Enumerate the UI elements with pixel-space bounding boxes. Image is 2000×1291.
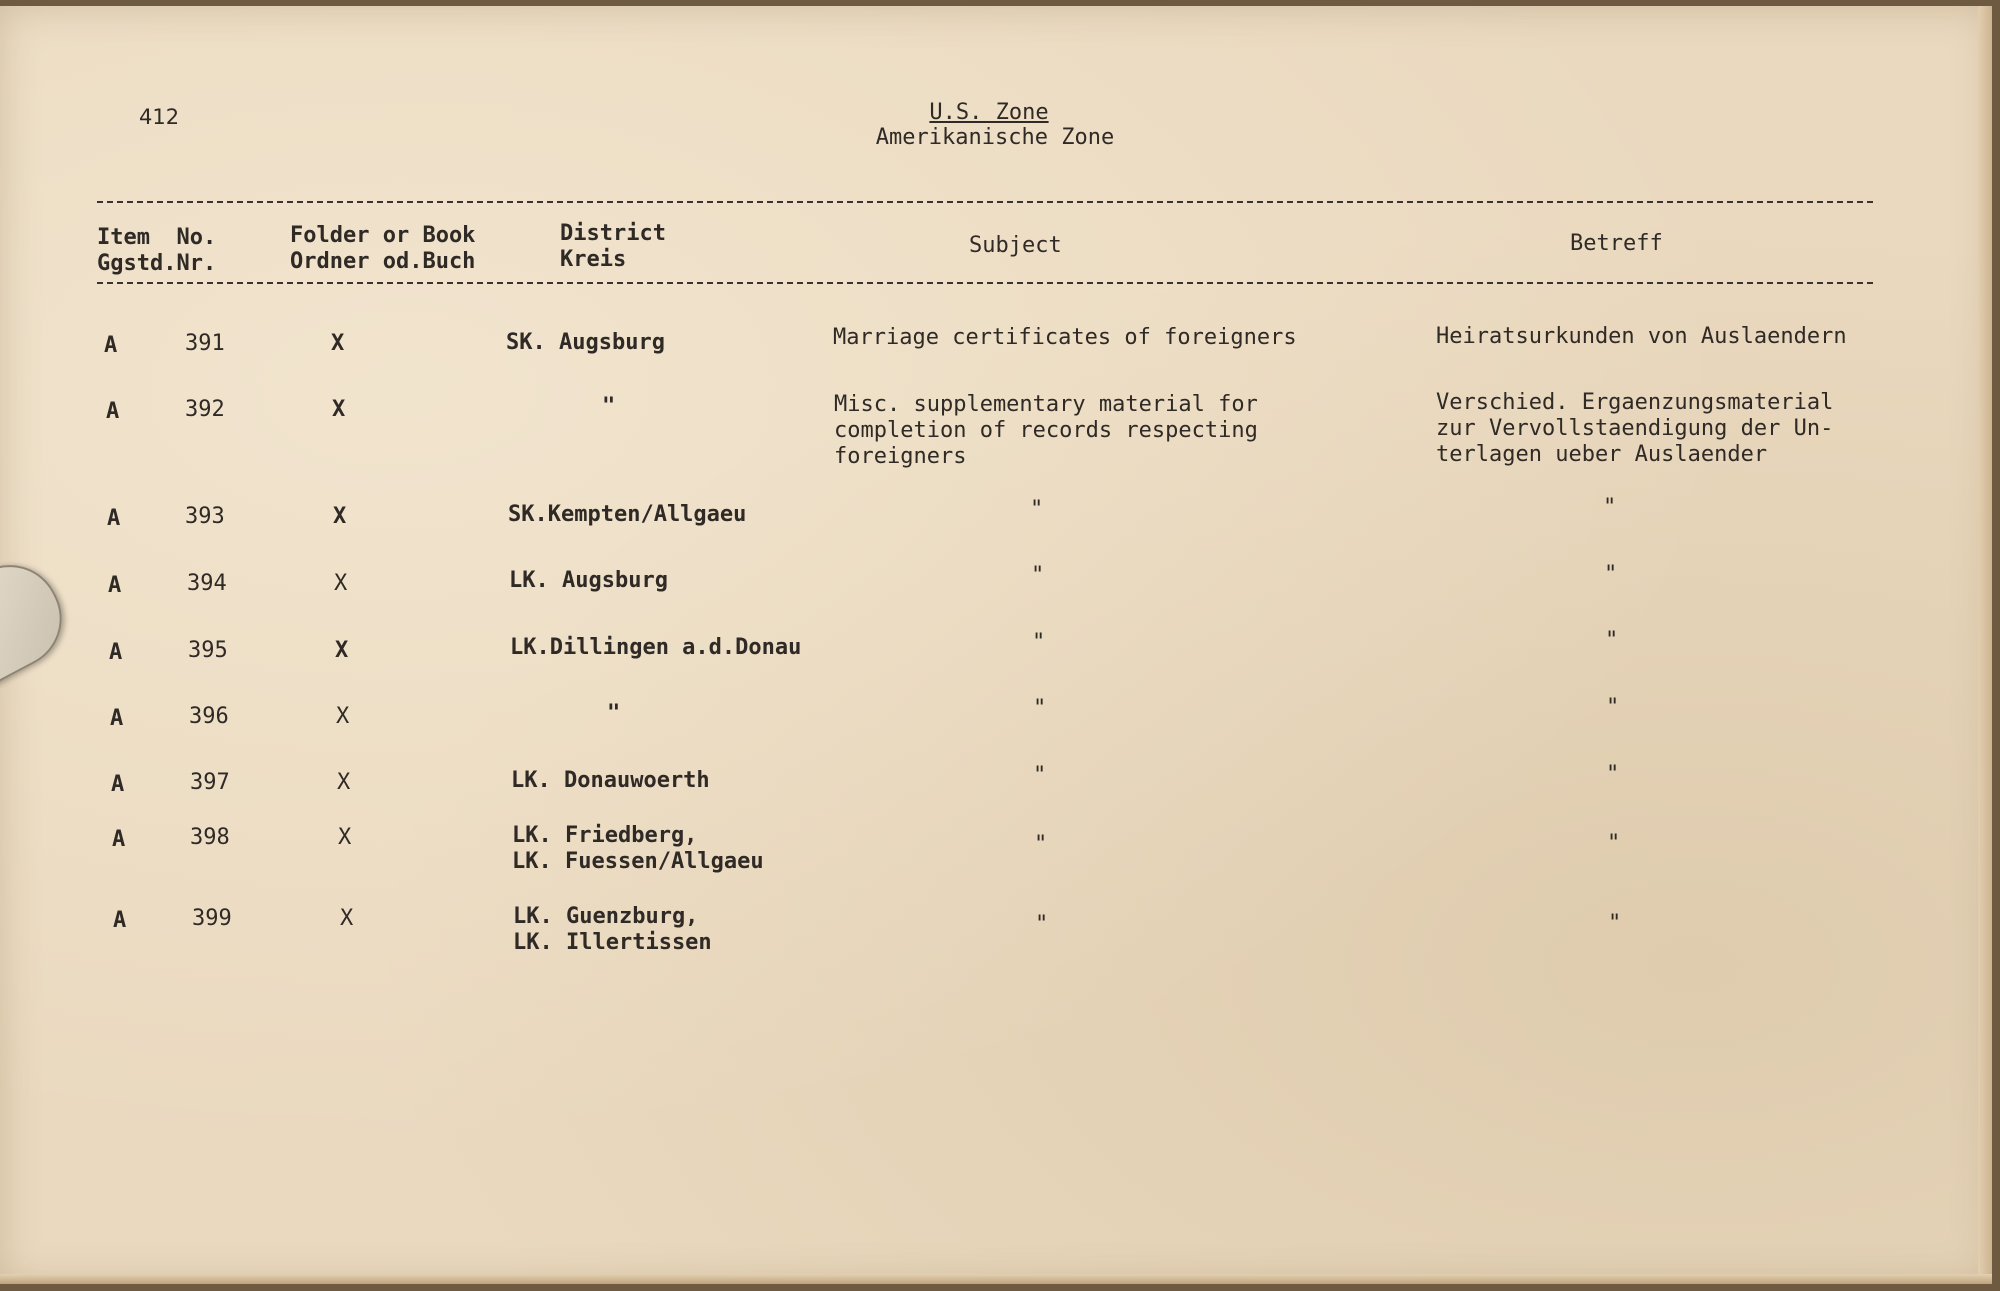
item-number: 392 xyxy=(185,397,225,422)
header-folder-de: Ordner od.Buch xyxy=(290,249,476,274)
header-betreff: Betreff xyxy=(1570,231,1663,256)
page-number: 412 xyxy=(139,105,180,129)
folder-mark: X xyxy=(332,397,346,422)
item-letter: A xyxy=(107,506,121,531)
item-letter: A xyxy=(109,640,123,665)
header-district: District xyxy=(560,221,666,246)
district-cell: LK. Donauwoerth xyxy=(511,768,710,793)
betreff-cell: " xyxy=(1607,831,1621,856)
item-number: 393 xyxy=(185,504,225,529)
item-number: 391 xyxy=(185,331,225,356)
subject-cell: " xyxy=(1031,563,1045,588)
item-letter: A xyxy=(110,706,124,731)
header-item-no-de: Ggstd.Nr. xyxy=(97,251,217,276)
page-edge xyxy=(1978,6,1992,1284)
betreff-cell: " xyxy=(1608,911,1622,936)
betreff-cell: " xyxy=(1603,495,1617,520)
betreff-cell: " xyxy=(1606,762,1620,787)
folder-mark: X xyxy=(333,504,347,529)
zone-title: U.S. Zone xyxy=(929,100,1049,125)
item-letter: A xyxy=(104,333,118,358)
folder-mark: X xyxy=(335,638,349,663)
header-item-no: Item No. xyxy=(97,225,217,250)
item-letter: A xyxy=(106,399,120,424)
subject-cell: " xyxy=(1030,497,1044,522)
folder-mark: X xyxy=(338,825,352,850)
betreff-cell: " xyxy=(1605,628,1619,653)
item-letter: A xyxy=(111,772,125,797)
district-cell: " xyxy=(607,701,621,726)
item-number: 395 xyxy=(188,638,228,663)
item-letter: A xyxy=(108,573,122,598)
subject-cell: " xyxy=(1033,696,1047,721)
folder-mark: X xyxy=(340,906,354,931)
subject-cell: " xyxy=(1033,763,1047,788)
item-number: 396 xyxy=(189,704,229,729)
folder-mark: X xyxy=(336,704,350,729)
district-cell: " xyxy=(602,394,616,419)
document-page xyxy=(0,6,1992,1284)
folder-mark: X xyxy=(331,331,345,356)
header-rule-top xyxy=(97,201,1873,203)
subject-cell: Marriage certificates of foreigners xyxy=(833,325,1297,350)
betreff-cell: Verschied. Ergaenzungsmaterial zur Vervollstaendigung der Un- terlagen ueber Auslaender xyxy=(1436,390,1834,467)
subject-cell: " xyxy=(1035,912,1049,937)
header-rule-bottom xyxy=(97,282,1873,284)
header-subject: Subject xyxy=(969,233,1062,258)
subject-cell: " xyxy=(1032,630,1046,655)
betreff-cell: " xyxy=(1606,695,1620,720)
paper-clip xyxy=(0,547,79,696)
district-cell: LK. Friedberg, LK. Fuessen/Allgaeu xyxy=(512,823,764,874)
item-number: 394 xyxy=(187,571,227,596)
page-bottom-edge xyxy=(0,1274,1992,1284)
zone-subtitle: Amerikanische Zone xyxy=(875,125,1115,150)
district-cell: LK.Dillingen a.d.Donau xyxy=(510,635,802,660)
betreff-cell: " xyxy=(1604,562,1618,587)
betreff-cell: Heiratsurkunden von Auslaendern xyxy=(1436,324,1847,349)
item-number: 399 xyxy=(192,906,232,931)
header-folder: Folder or Book xyxy=(290,223,476,248)
folder-mark: X xyxy=(334,571,348,596)
district-cell: LK. Augsburg xyxy=(509,568,668,593)
header-district-de: Kreis xyxy=(560,247,627,272)
district-cell: SK.Kempten/Allgaeu xyxy=(508,502,747,527)
subject-cell: " xyxy=(1034,832,1048,857)
item-letter: A xyxy=(113,908,127,933)
item-number: 397 xyxy=(190,770,230,795)
item-letter: A xyxy=(112,827,126,852)
district-cell: LK. Guenzburg, LK. Illertissen xyxy=(513,904,712,955)
folder-mark: X xyxy=(337,770,351,795)
district-cell: SK. Augsburg xyxy=(506,330,665,355)
subject-cell: Misc. supplementary material for completion of records respecting foreigners xyxy=(834,392,1258,469)
item-number: 398 xyxy=(190,825,230,850)
